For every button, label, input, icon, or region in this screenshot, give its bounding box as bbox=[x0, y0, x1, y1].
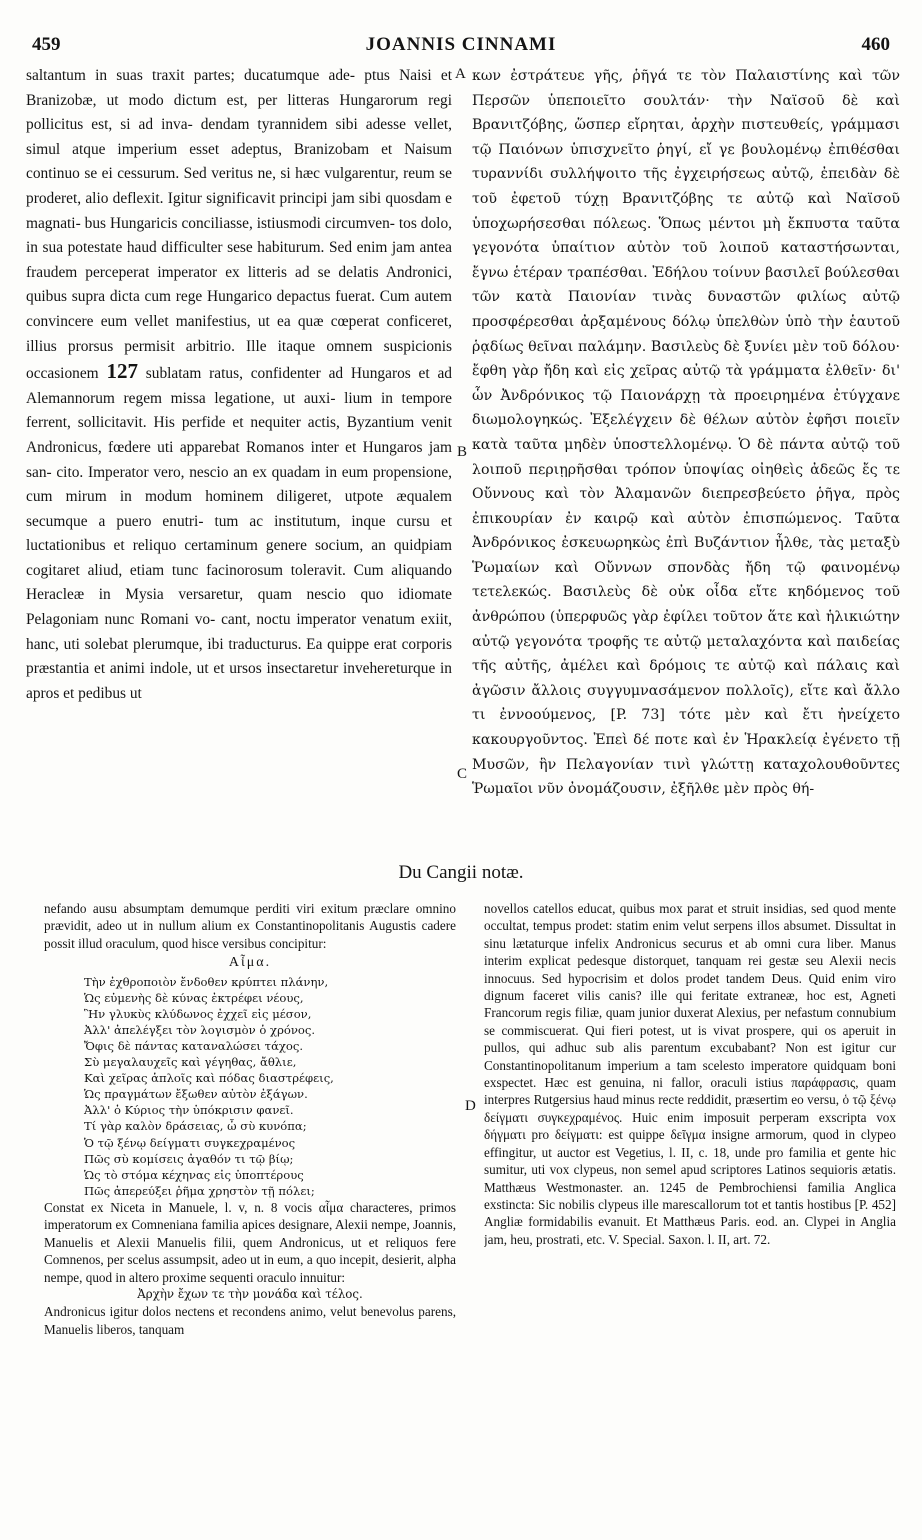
latin-text-part1: saltantum in suas traxit partes; ducatumque ade- ptus Naisi et Branizobæ, ut modo dictum est, per litteras Hungarorum regi pollicitus est, si ad inva- dendam tyrannidem sibi adesse vellet, simul atque imperium esset adeptus, Branizobam et Naisum continuo se ei cessurum. Sed veritus ne, si hæc vulgarentur, reum se proderet, alio deflexit. Igitur significavit principi jam sibi quosdam e magnati- bus Hungaricis conciliasse, istiusmodi circumven- tos dolo, in sua potestate haud difficulter sese habiturum. Sed enim jam antea fraudem perceperat imperator ex litteris ad se delatis Andronici, quibus supra dicta cum rege Hungarico depactus fuerat. Cum autem convincere eum vellet manifestius, ut ea quæ cœperat conficeret, illius prorsus permisit arbitrio. Ille itaque omnem suspicionis occasionem bbox=[26, 67, 452, 383]
page-number-left: 459 bbox=[32, 34, 61, 55]
margin-marker-d: D bbox=[465, 1098, 476, 1114]
oracle-title: Αἶμα. bbox=[228, 955, 272, 971]
verse-line: Ἀλλ' ὁ Κύριος τὴν ὑπόκρισιν φανεῖ. bbox=[84, 1103, 294, 1118]
greek-text: κων ἐστράτευε γῆς, ῥῆγά τε τὸν Παλαιστίνης καὶ τῶν Περσῶν ὑπεποιεῖτο σουλτάν· τὴν Ναϊσοῦ δὲ καὶ Βρανιτζόβης, ὥσπερ εἴρηται, ἀρχὴν πιστευθείς, γράμμασι τῷ Παιόνων ὑπισχνεῖτο ῥηγί, εἴ γε βουλομένῳ ἐπιθέσθαι τυραννίδι συλλήψοιτο τῆς ἐγχειρήσεως αὐτῷ, ἐπειδὰν δὲ τοῦ ἐφετοῦ τύχῃ Βρανιτζόβης τε αὐτῷ καὶ Ναϊσοῦ ὑποχωρήσεσθαι πόλεως. Ὅπως μέντοι μὴ ἔκπυστα ταῦτα γεγονότα ὑπαίτιον αὐτὸν τοῦ λοιποῦ καταστήσωνται, ἔγνω ἑτέραν τραπέσθαι. Ἐδήλου τοίνυν βασιλεῖ βούλεσθαι τῶν κατὰ Παιονίαν τινὰς δυναστῶν φιλίως αὐτῷ προσφέρεσθαι ἀρξαμένους δόλῳ ὑπελθὼν ὑπὸ τὴν ἑαυτοῦ ῥᾳδίως θεῖναι παλάμην. Βασιλεὺς δὲ ξυνίει μὲν τοῦ δόλου· ἔφθη γὰρ ἤδη καὶ εἰς χεῖρας αὐτῷ τὰ γράμματα ἐλθεῖν· δι' ὧν Ἀνδρόνικος τῷ Παιονάρχῃ τὰ προειρημένα ἐτύγχανε διωμολογηκώς. Ἐξελέγχειν δὲ θέλων αὐτὸν ἐφῆσι ποιεῖν κατὰ ταῦτα μηδὲν ὑποστελλομένῳ. Ὁ δὲ πάντα αὐτῷ τοῦ λοιποῦ περιῃρῆσθαι τρόπον ὑποψίας οἰηθεὶς ἀδεῶς ἔς τε Οὔννους καὶ τὸν Ἀλαμανῶν διεπρεσβεύετο ῥῆγα, πρὸς ἐπικουρίαν ἐν καιρῷ καὶ αὐτὸν ἐπισπώμενος. Ταῦτα Ἀνδρόνικος ἐσκευωρηκὼς ἐπὶ Βυζάντιον ἦλθε, τὰς μεταξὺ Ῥωμαίων καὶ Οὔννων σπονδὰς ἤδη τῷ φαινομένῳ τετελεκώς. Βασιλεὺς δὲ οὐκ οἶδα εἴτε κηδόμενος τοῦ ἀνθρώπου (ὑπερφυῶς γὰρ ἐφίλει τοῦτον ἅτε καὶ ἡλικιώτην αὐτῷ γεγονότα τροφῆς τε αὐτῷ μεταλαχόντα καὶ παιδείας τῆς αὐτῆς, ἀμέλει καὶ δρόμοις τε αὐτῷ καὶ πάλαις καὶ ἀγῶσιν ἄλλοις συγγυμνασάμενον πολλοῖς), εἴτε καὶ ἄλλο τι ἐννοούμενος, [P. 73] τότε μὲν καὶ ἔτι ἠνείχετο κακουργοῦντος. Ἐπεὶ δέ ποτε καὶ ἐν Ἡρακλείᾳ ἐγένετο τῇ Μυσῶν, ἣν Πελαγονίαν τινὶ γλώττῃ καταχολουθοῦντες Ῥωμαῖοι νῦν ὀνομάζουσιν, ἐξῆλθε μὲν πρὸς θή- bbox=[472, 68, 900, 798]
page-header bbox=[20, 34, 902, 60]
verse-line: Καὶ χεῖρας ἁπλοῖς καὶ πόδας διαστρέφεις, bbox=[84, 1071, 334, 1086]
notes-continuation: Andronicus igitur dolos nectens et recondens animo, velut benevolus parens, Manuelis liberos, tanquam bbox=[44, 1304, 456, 1337]
oracle-verses bbox=[44, 974, 456, 1199]
verse-line: Ὁ τῷ ξένῳ δείγματι συγκεχραμένος bbox=[84, 1135, 296, 1150]
notes-right-column bbox=[484, 900, 896, 1460]
verse-line: Τί γὰρ καλὸν δράσειας, ὦ σὺ κυνόπα; bbox=[84, 1119, 307, 1134]
section-number: 127 bbox=[106, 359, 138, 384]
page-number-right: 460 bbox=[861, 34, 890, 55]
margin-marker-c: C bbox=[457, 766, 468, 782]
notes-right-text: novellos catellos educat, quibus mox parat et struit insidias, sed quod mente occultat, tempus prodet: statim enim velut serpens illos absumet. Dissultat in sinu lætaturque infelix Andronicus securus et ab omni cura liber. Manus interim explicat pedesque distorquet, tanquam rei gestæ seu Alexii necis innocuus. Sed hypocrisim et dolos prodet tandem Deus. Quid enim viro dignum faceret vilis canis? ille qui feritate extraneæ, hoc est, Agneti Francorum regis filiæ, quam junior duxerat Alexius, per nefastum connubium se commiscuerat. Qui fieri potest, ut is vivat prospere, qui os aperuit in pullos, qui adhuc sub alis parentum excubabant? Non est igitur cur Constantinopolitanum imperium a tam scelesto imperatore quidquam boni exspectet. Hæc est genuina, ni fallor, oraculi istius παράφρασις, quam interpres Rutgersius haud minus recte reddidit, præsertim eo versu, ὁ τῷ ξένῳ δείγματι συγκεχραμένος. Huic enim imposuit perperam exscripta vox δήγματι pro δείγματι: est quippe δεῖγμα insigne armorum, quod in clypeo effingitur, ut auctor est Vegetius, l. II, c. 18, unde pro familia et gente hic sumitur, uti vox clypeus, non semel apud scriptores Latinos sequioris ætatis. Matthæus Westmonaster. an. 1245 de Pembrochiensi familia Anglica exstincta: Sic nobilis clypeus ille marescallorum tot et tantis hostibus [P. 452] Angliæ formidabilis evanuit. Et Matthæus Paris. eod. an. Clypei in Anglia jam, heu, prostrati, etc. V. Special. Saxon. l. II, art. 72. bbox=[484, 901, 896, 1247]
verse-line: Ἀλλ' ἀπελέγξει τὸν λογισμὸν ὁ χρόνος. bbox=[84, 1022, 316, 1037]
notes-left-column bbox=[44, 900, 456, 1460]
verse-line: Σὺ μεγαλαυχεῖς καὶ γέγηθας, ἄθλιε, bbox=[84, 1055, 297, 1070]
oracle-quote-line: Ἀρχὴν ἔχων τε τὴν μονάδα καὶ τέλος. bbox=[137, 1286, 363, 1301]
margin-marker-b: B bbox=[457, 444, 468, 460]
verse-line: Ὡς εὐμενὴς δὲ κύνας ἐκτρέφει νέους, bbox=[84, 990, 304, 1005]
verse-line: Τὴν ἐχθροποιὸν ἔνδοθεν κρύπτει πλάνην, bbox=[84, 974, 329, 989]
verse-line: Ἣν γλυκὺς κλύδωνος ἐχχεῖ εἰς μέσον, bbox=[84, 1006, 312, 1021]
notes-commentary: Constat ex Niceta in Manuele, l. v, n. 8 vocis αἷμα characteres, primos imperatorum ex Comneniana familia apices designare, Alexii nempe, Joannis, Manuelis et Alexii Manuelis filii, quem Andronicus, ut et reliquos fere Comnenos, per scelus assumpsit, adeo ut in eum, a quo incepit, desierit, alpha nempe, quod in altero proxime sequenti oraculo innuitur: bbox=[44, 1199, 456, 1285]
margin-marker-a: A bbox=[455, 66, 466, 82]
latin-text-part2: sublatam ratus, confidenter ad Hungaros et ad Alemannorum regem missa legatione, ut auxi- lium in tempore ferrent, sollicitavit. His perfide et nequiter actis, Byzantium venit Andronicus, fœdere uti apparebat Romanos inter et Hungaros jam san- cito. Imperator vero, nescio an ex quadam in eum propensione, cum mirum in modum hominem diligeret, utpote æqualem secumque a puero enutri- tum ac institutum, inque cursu et luctationibus et reliquo certaminum genere socium, an quidpiam cogitaret aliud, etiam tunc facinorosum toleravit. Cum aliquando Heracleæ in Mysia versaretur, quam nescio quo idiomate Pelagoniam nunc Romani vo- cant, noctu imperator venatum exiit, hanc, uti solebat plerumque, ibi traducturus. Ea quippe erat corporis præstantia et animi indole, ut et ursos insectaretur invehereturque in apros et pedibus ut bbox=[26, 365, 452, 702]
verse-line: Ὄφις δὲ πάντας καταναλώσει τάχος. bbox=[84, 1039, 304, 1053]
verse-line: Ὡς τὸ στόμα κέχηνας εἰς ὑποπτέρους bbox=[84, 1167, 304, 1182]
latin-text-column bbox=[26, 64, 452, 840]
notes-heading: Du Cangii notæ. bbox=[398, 862, 524, 883]
notes-intro: nefando ausu absumptam demumque perditi viri exitum præclare omnino prævidit, adeo ut in nullum alium ex Constantinopolitanis Augustis cadere possit illud oraculum, quod hisce versibus concipitur: bbox=[44, 901, 456, 951]
running-title: JOANNIS CINNAMI bbox=[365, 34, 557, 55]
greek-text-column bbox=[472, 64, 900, 840]
verse-line: Ὡς πραγμάτων ἔξωθεν αὐτὸν ἐξάγων. bbox=[84, 1087, 308, 1102]
verse-line: Πῶς ἀπερεύξει ῥῆμα χρηστὸν τῇ πόλει; bbox=[84, 1183, 315, 1198]
verse-line: Πῶς σὺ κομίσεις ἀγαθόν τι τῷ βίῳ; bbox=[84, 1151, 294, 1166]
